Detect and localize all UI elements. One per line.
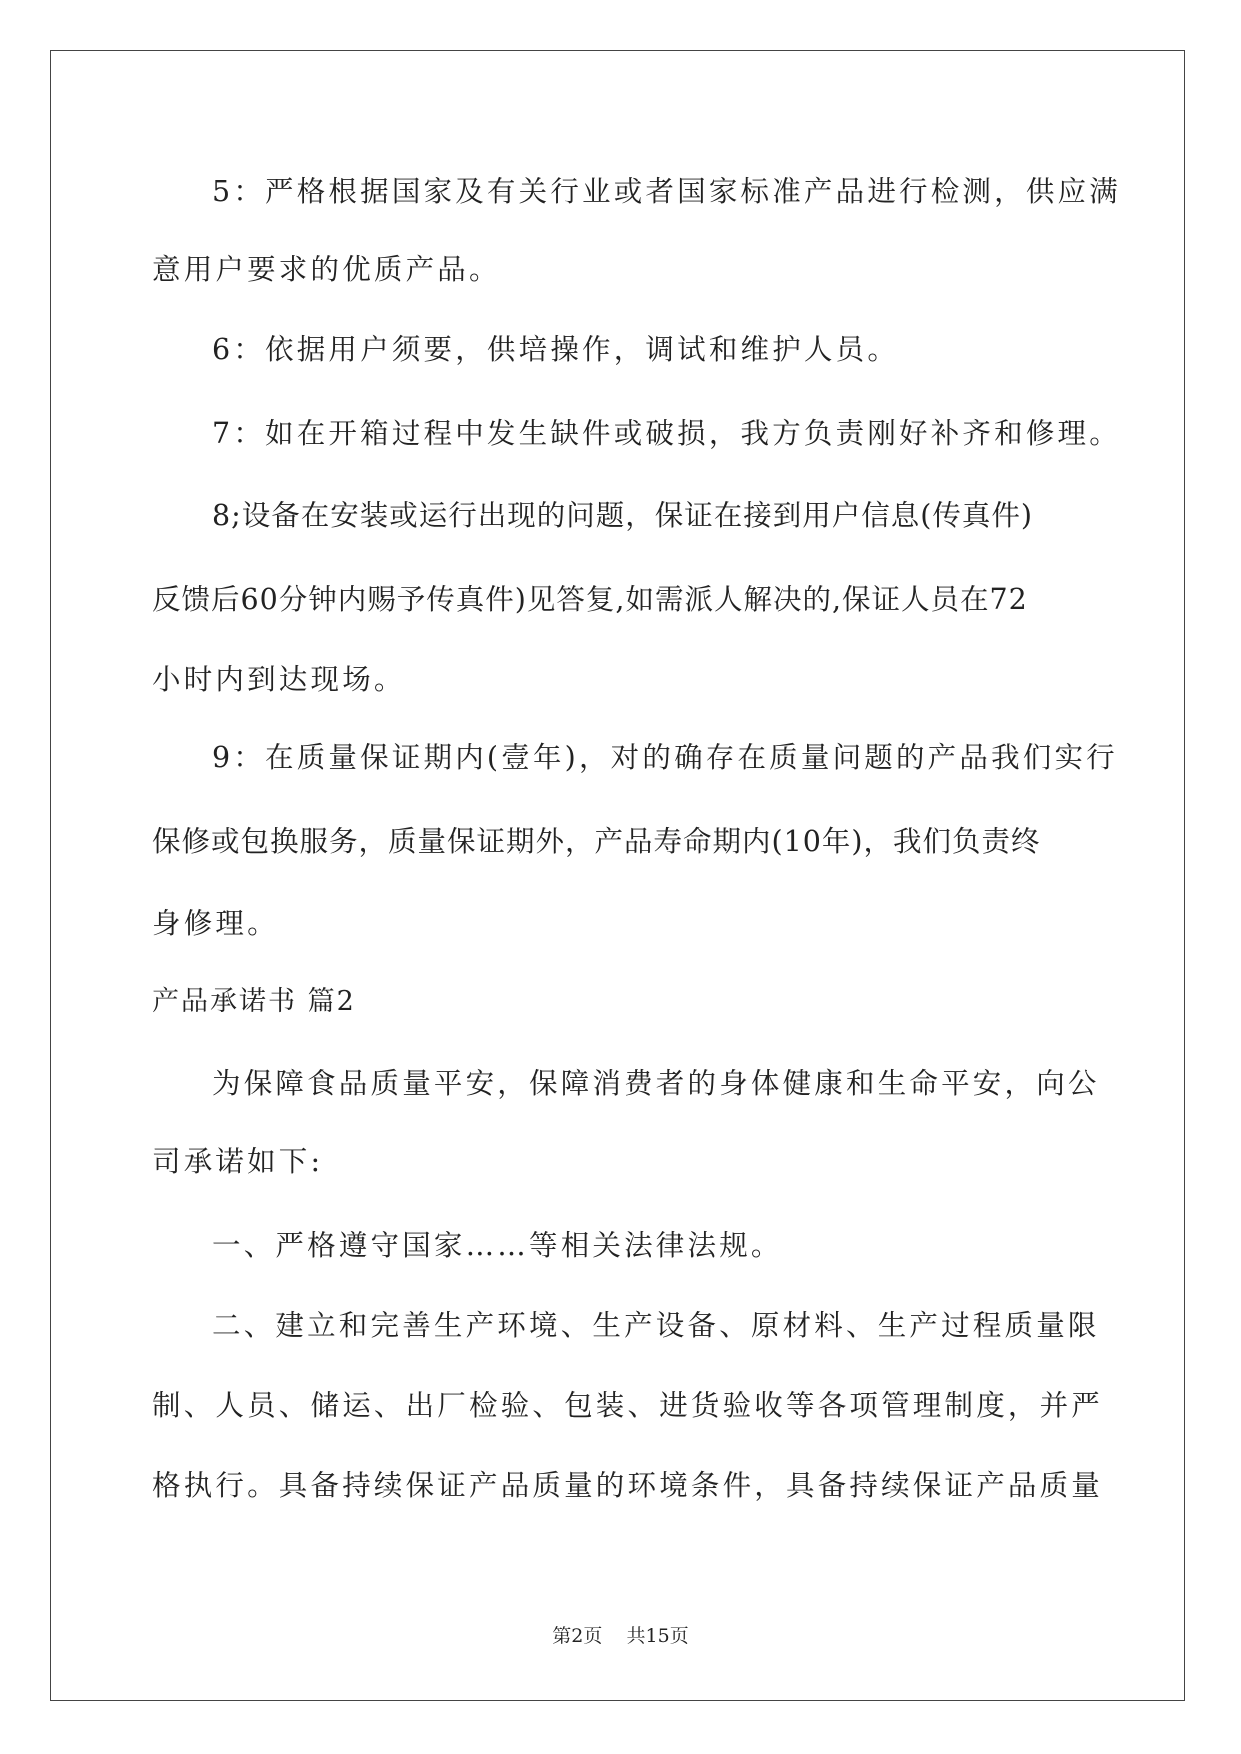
paragraph-line: 9：在质量保证期内(壹年)，对的确存在质量问题的产品我们实行 bbox=[212, 741, 1118, 774]
page-border bbox=[50, 50, 1185, 1701]
paragraph-line: 小时内到达现场。 bbox=[152, 663, 406, 696]
paragraph-line: 格执行。具备持续保证产品质量的环境条件，具备持续保证产品质量 bbox=[152, 1469, 1104, 1502]
paragraph-line: 二、建立和完善生产环境、生产设备、原材料、生产过程质量限 bbox=[212, 1309, 1100, 1342]
paragraph-line: 一、严格遵守国家……等相关法律法规。 bbox=[212, 1229, 783, 1262]
paragraph-line: 为保障食品质量平安，保障消费者的身体健康和生命平安，向公 bbox=[212, 1067, 1100, 1100]
page-total: 共15页 bbox=[626, 1625, 689, 1647]
paragraph-line: 反馈后60分钟内赐予传真件)见答复,如需派人解决的,保证人员在72 bbox=[152, 583, 1028, 616]
paragraph-line: 7：如在开箱过程中发生缺件或破损，我方负责刚好补齐和修理。 bbox=[212, 417, 1121, 450]
section-heading: 产品承诺书 篇2 bbox=[152, 986, 356, 1017]
page-footer bbox=[0, 1624, 1241, 1648]
page-number: 第2页 bbox=[552, 1625, 603, 1647]
paragraph-line: 保修或包换服务，质量保证期外，产品寿命期内(10年)，我们负责终 bbox=[152, 825, 1041, 858]
paragraph-line: 身修理。 bbox=[152, 907, 279, 940]
paragraph-line: 制、人员、储运、出厂检验、包装、进货验收等各项管理制度，并严 bbox=[152, 1389, 1104, 1422]
paragraph-line: 6：依据用户须要，供培操作，调试和维护人员。 bbox=[212, 333, 900, 366]
paragraph-line: 5：严格根据国家及有关行业或者国家标准产品进行检测，供应满 bbox=[212, 175, 1121, 208]
paragraph-line: 意用户要求的优质产品。 bbox=[152, 253, 501, 286]
paragraph-line: 司承诺如下: bbox=[152, 1145, 324, 1178]
paragraph-line: 8;设备在安装或运行出现的问题，保证在接到用户信息(传真件) bbox=[212, 499, 1033, 532]
